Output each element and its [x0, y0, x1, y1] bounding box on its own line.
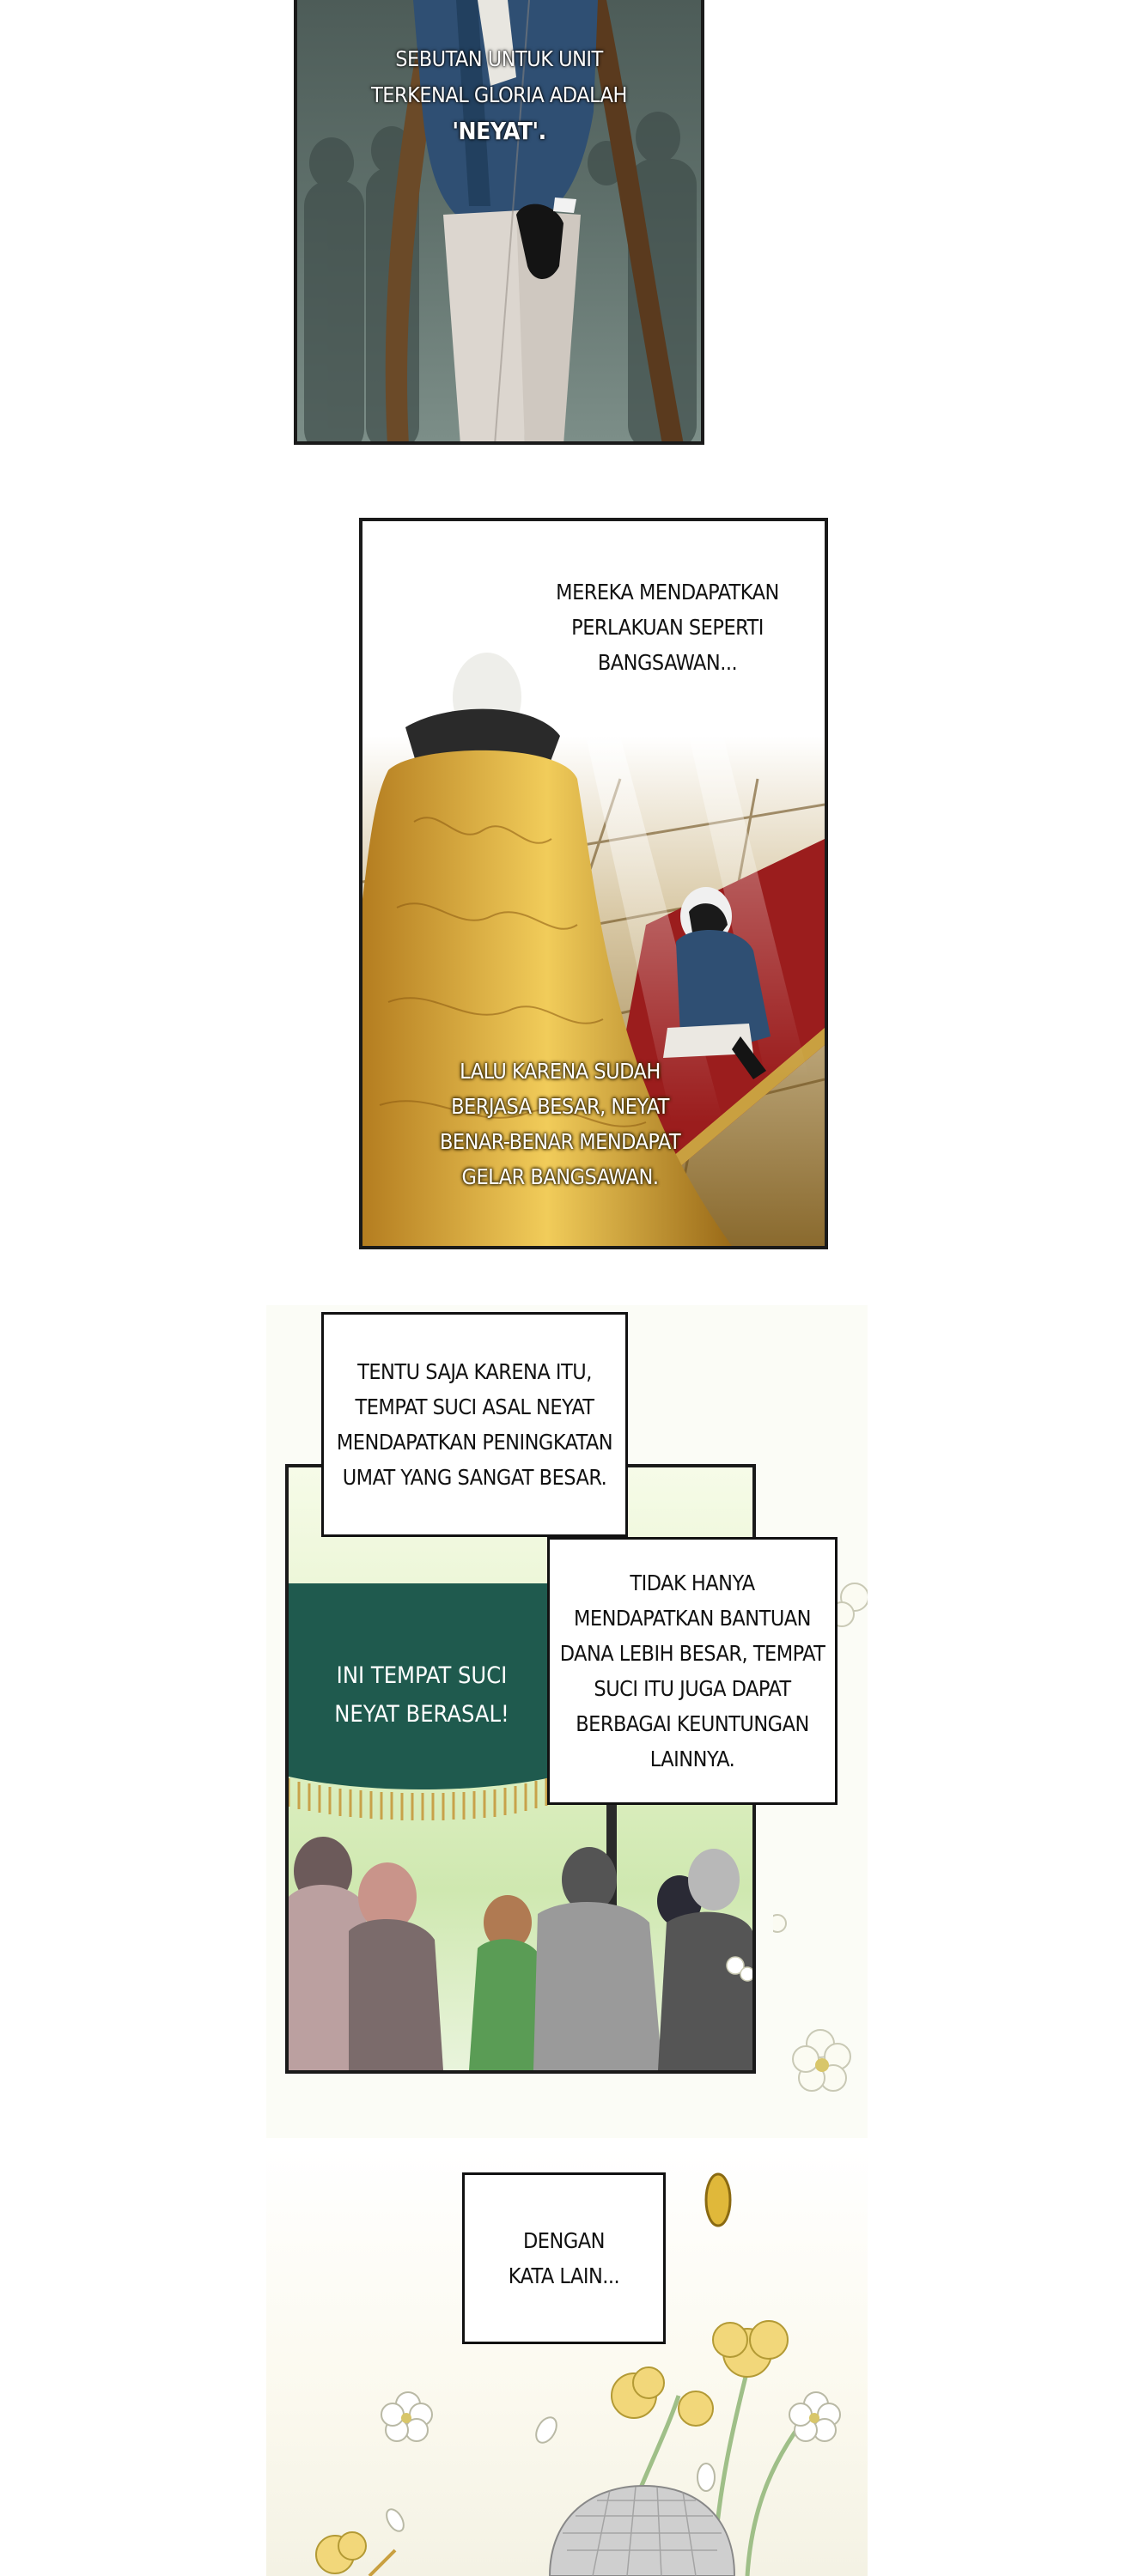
caption-congregation: TENTU SAJA KARENA ITU, TEMPAT SUCI ASAL NEYAT MENDAPATKAN PENINGKATAN UMAT YANG SANGAT BESAR.: [321, 1312, 628, 1537]
narration-top: MEREKA MENDAPATKAN PERLAKUAN SEPERTI BANGSAWAN...: [556, 580, 779, 675]
caption-in-other-words: DENGAN KATA LAIN...: [462, 2172, 666, 2344]
narration-line-1: SEBUTAN UNTUK UNIT: [395, 46, 603, 71]
caption-benefits: TIDAK HANYA MENDAPATKAN BANTUAN DANA LEBIH BESAR, TEMPAT SUCI ITU JUGA DAPAT BERBAGAI KEUNTUNGAN LAINNYA.: [547, 1537, 838, 1805]
narration-line-2: TERKENAL GLORIA ADALAH: [371, 82, 627, 107]
panel-noble-ceremony: [359, 518, 828, 1249]
narration-line-3: 'NEYAT'.: [452, 117, 546, 145]
narration-bottom: LALU KARENA SUDAH BERJASA BESAR, NEYAT BENAR-BENAR MENDAPAT GELAR BANGSAWAN.: [439, 1059, 681, 1189]
panel-soldier-coat: [294, 0, 704, 445]
banner-sanctuary: INI TEMPAT SUCI NEYAT BERASAL!: [334, 1662, 509, 1728]
